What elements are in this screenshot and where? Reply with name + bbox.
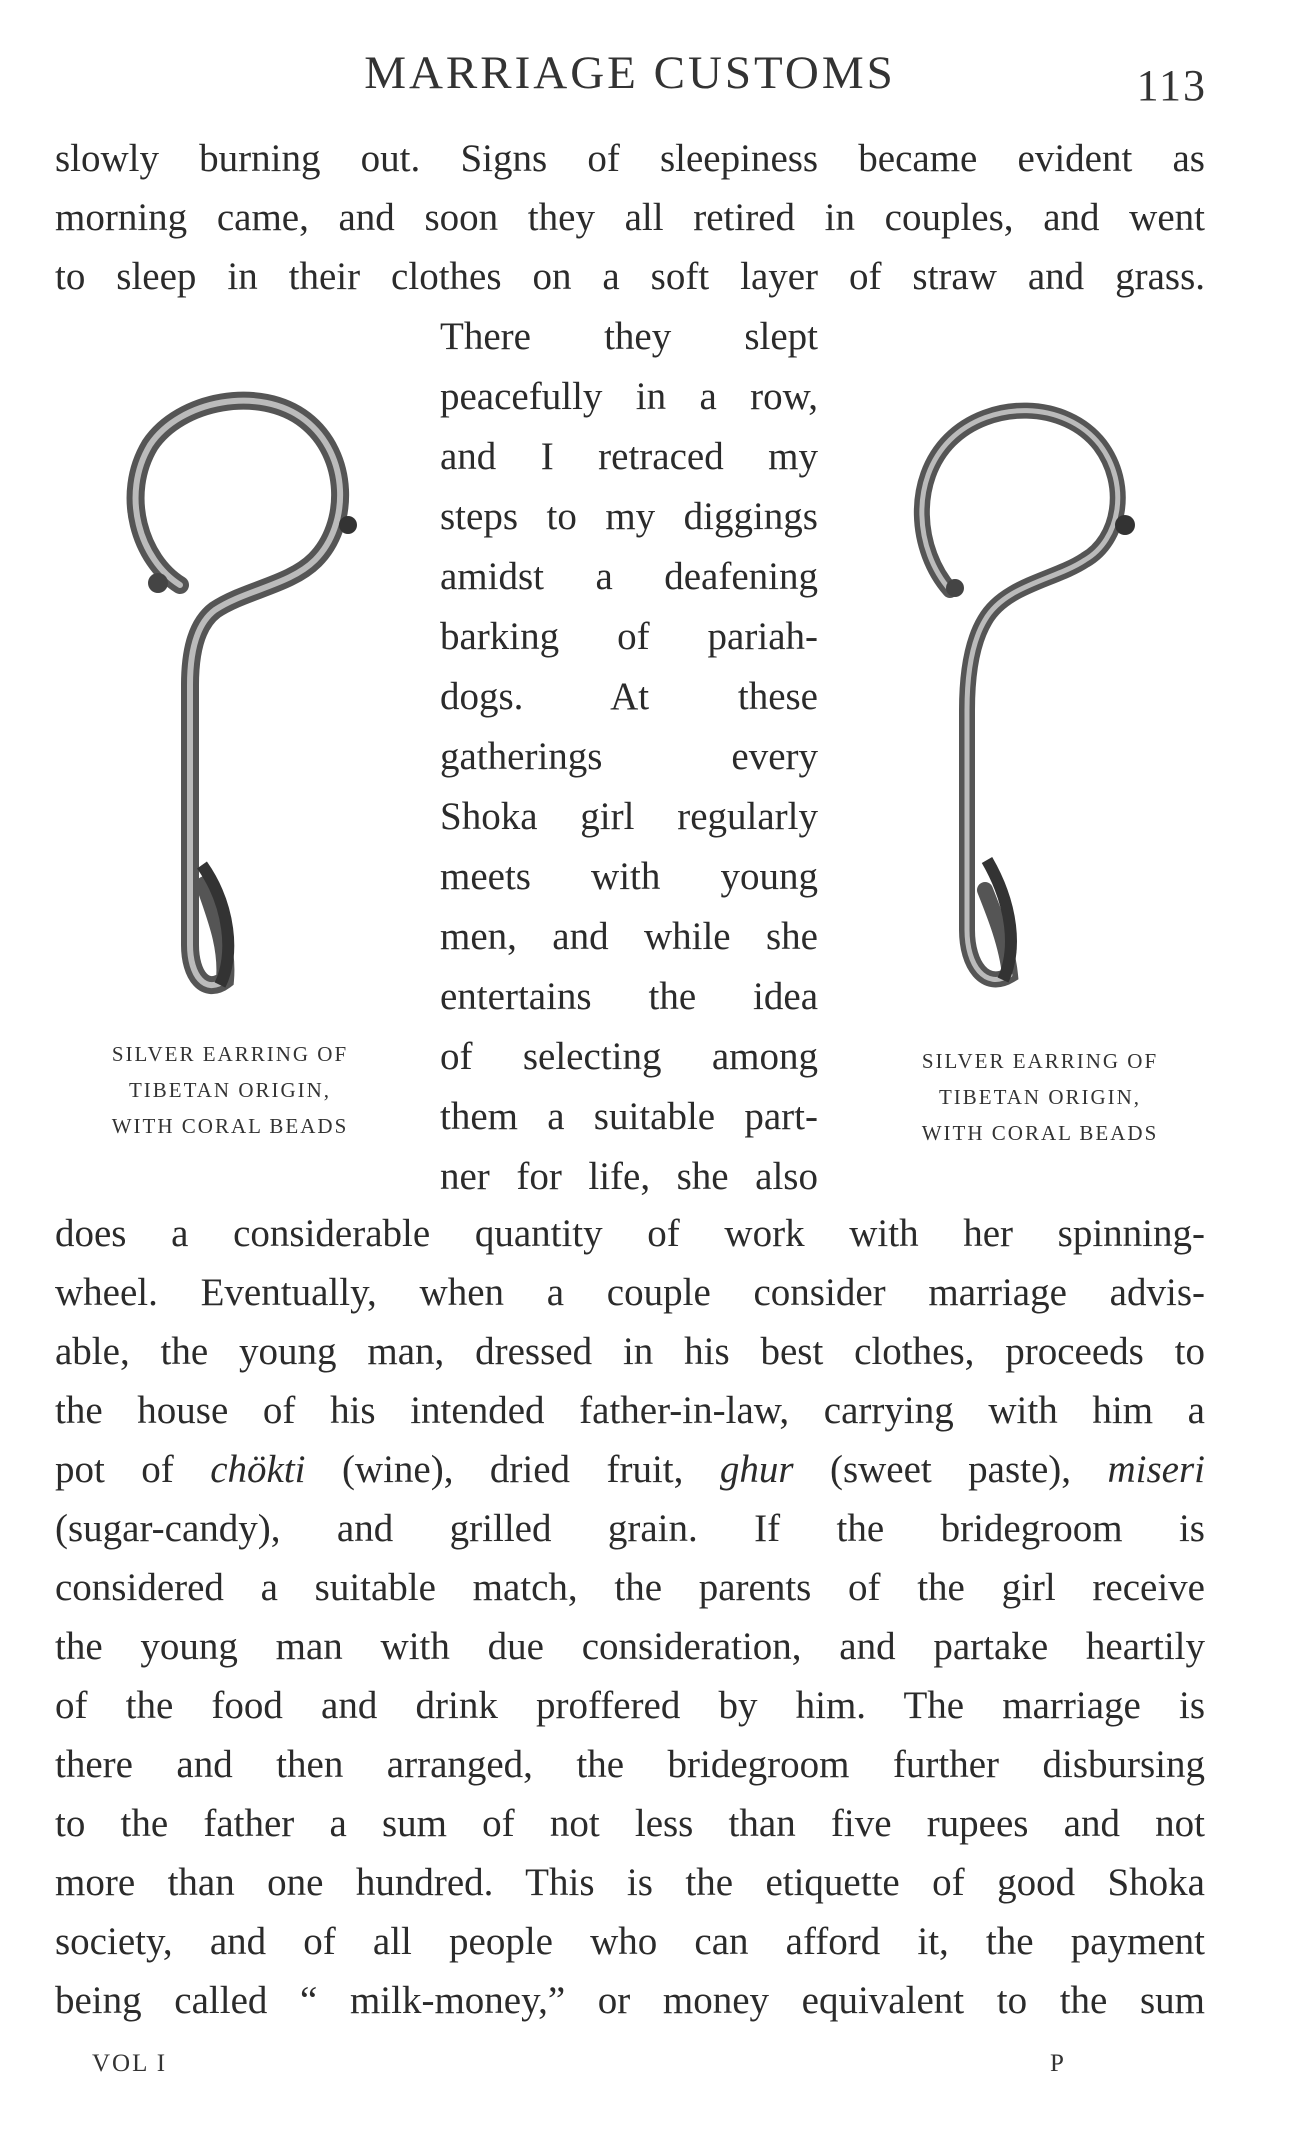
footer-volume: VOL I: [92, 2050, 168, 2077]
text-line: them a suitable part-: [440, 1095, 818, 1138]
text-line: steps to my diggings: [440, 495, 818, 538]
caption-line: WITH CORAL BEADS: [111, 1114, 349, 1138]
footer-signature: P: [1050, 2050, 1066, 2077]
caption-line: TIBETAN ORIGIN,: [128, 1078, 332, 1102]
text-line: and I retraced my: [440, 435, 818, 478]
text-line: There they slept: [440, 315, 818, 358]
hoop-stroke: [136, 401, 341, 985]
text-line: able, the young man, dressed in his best clothes, proceeds to: [55, 1330, 1205, 1373]
page-number: 113: [1136, 61, 1207, 110]
earring-figure-right: [895, 390, 1155, 1000]
text-line: the house of his intended father-in-law, carrying with him a: [55, 1389, 1205, 1432]
text-line: gatherings every: [440, 735, 818, 778]
caption-line: WITH CORAL BEADS: [921, 1121, 1159, 1145]
running-head: [0, 40, 1315, 110]
text-line: wheel. Eventually, when a couple consider marriage advis-: [55, 1271, 1205, 1314]
text-line: society, and of all people who can afford it, the payment: [55, 1920, 1205, 1963]
text-span: (sweet paste),: [793, 1448, 1108, 1491]
text-line: there and then arranged, the bridegroom further disbursing: [55, 1743, 1205, 1786]
text-line: ner for life, she also: [440, 1155, 818, 1198]
text-line: of the food and drink proffered by him. The marriage is: [55, 1684, 1205, 1727]
coral-bead: [148, 573, 168, 593]
hoop-highlight: [922, 411, 1118, 980]
text-line: Shoka girl regularly: [440, 795, 818, 838]
caption-line: TIBETAN ORIGIN,: [938, 1085, 1142, 1109]
earring-figure-left: [110, 385, 370, 1005]
text-line: men, and while she: [440, 915, 818, 958]
text-line: peacefully in a row,: [440, 375, 818, 418]
text-line: of selecting among: [440, 1035, 818, 1078]
text-line: to the father a sum of not less than five rupees and not: [55, 1802, 1205, 1845]
text-line: to sleep in their clothes on a soft layer of straw and grass.: [55, 255, 1205, 298]
hoop-stroke: [922, 411, 1118, 980]
text-line: does a considerable quantity of work with her spinning-: [55, 1212, 1205, 1255]
text-line: barking of pariah-: [440, 615, 818, 658]
coral-bead: [1115, 515, 1135, 535]
text-line: amidst a deafening: [440, 555, 818, 598]
text-span: pot of: [55, 1448, 211, 1491]
caption-line: SILVER EARRING OF: [921, 1049, 1159, 1073]
earring-illustration-right: [895, 390, 1155, 1000]
text-line: entertains the idea: [440, 975, 818, 1018]
hoop-highlight: [136, 401, 341, 985]
text-line: dogs. At these: [440, 675, 818, 718]
text-line: being called “ milk-money,” or money equivalent to the sum: [55, 1979, 1205, 2022]
earring-illustration-left: [110, 385, 370, 1005]
coral-bead: [946, 579, 964, 597]
term-ghur: ghur: [719, 1448, 794, 1491]
text-line-with-italics: [55, 1445, 1205, 1495]
running-title: MARRIAGE CUSTOMS: [364, 47, 896, 99]
caption-left: [70, 1036, 390, 1144]
text-line: slowly burning out. Signs of sleepiness became evident as: [55, 137, 1205, 180]
term-chokti: chökti: [210, 1448, 306, 1491]
caption-right: [870, 1043, 1210, 1151]
text-span: (wine), dried fruit,: [305, 1448, 720, 1491]
text-line: considered a suitable match, the parents of the girl receive: [55, 1566, 1205, 1609]
coral-bead: [339, 516, 357, 534]
text-line: morning came, and soon they all retired in couples, and went: [55, 196, 1205, 239]
text-line: (sugar-candy), and grilled grain. If the bridegroom is: [55, 1507, 1205, 1550]
text-line: more than one hundred. This is the etiquette of good Shoka: [55, 1861, 1205, 1904]
term-miseri: miseri: [1107, 1448, 1205, 1491]
text-line: the young man with due consideration, and partake heartily: [55, 1625, 1205, 1668]
text-line: meets with young: [440, 855, 818, 898]
caption-line: SILVER EARRING OF: [111, 1042, 349, 1066]
